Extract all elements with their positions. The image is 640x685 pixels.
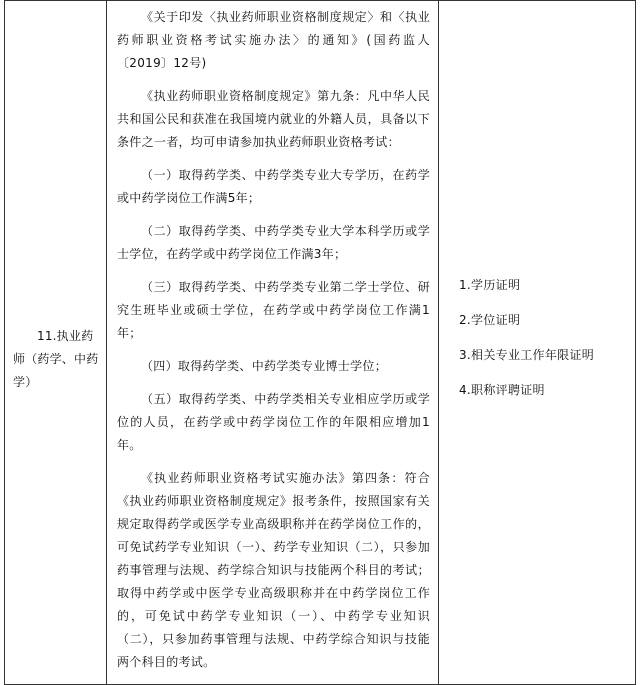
profession-name: 11.执业药师（药学、中药学） [13, 329, 99, 389]
list-item: 2.学位证明 [459, 312, 521, 327]
condition-three-paragraph: （三）取得药学类、中药学类专业第二学士学位、研究生班毕业或硕士学位，在药学或中药学岗位工作满1年； [117, 280, 430, 340]
materials-list [459, 276, 625, 399]
policy-notice-paragraph: 《关于印发〈执业药师职业资格制度规定〉和〈执业药师职业资格考试实施办法〉的通知》(国药监人〔2019〕12号) [117, 10, 430, 70]
requirements-cell [107, 1, 439, 685]
condition-two-paragraph: （二）取得药学类、中药学类专业大学本科学历或学士学位，在药学或中药学岗位工作满3年； [117, 224, 430, 261]
article-nine-paragraph: 《执业药师职业资格制度规定》第九条：凡中华人民共和国公民和获准在我国境内就业的外籍人员，具备以下条件之一者，均可申请参加执业药师职业资格考试： [117, 89, 430, 149]
article-four-paragraph: 《执业药师职业资格考试实施办法》第四条：符合《执业药师职业资格制度规定》报考条件，按照国家有关规定取得药学或医学专业高级职称并在药学岗位工作的，可免试药学专业知识（一）、药学专业知识（二），只参加药事管理与法规、药学综合知识与技能两个科目的考试；取得中药学或中医学专业高级职称并在中药学岗位工作的，可免试中药学专业知识（一）、中药学专业知识（二），只参加药事管理与法规、中药学综合知识与技能两个科目的考试。 [117, 471, 430, 669]
list-item: 1.学历证明 [459, 277, 521, 292]
list-item: 3.相关专业工作年限证明 [459, 347, 595, 362]
condition-four-paragraph: （四）取得药学类、中药学类专业博士学位； [141, 359, 388, 373]
profession-cell [5, 1, 107, 685]
condition-five-paragraph: （五）取得药学类、中药学类相关专业相应学历或学位的人员，在药学或中药学岗位工作的年限相应增加1年。 [117, 392, 430, 452]
materials-cell [439, 1, 636, 685]
qualification-table [4, 0, 636, 685]
condition-one-paragraph: （一）取得药学类、中药学类专业大专学历，在药学或中药学岗位工作满5年； [117, 168, 430, 205]
table-row [5, 1, 636, 685]
list-item: 4.职称评聘证明 [459, 382, 545, 397]
